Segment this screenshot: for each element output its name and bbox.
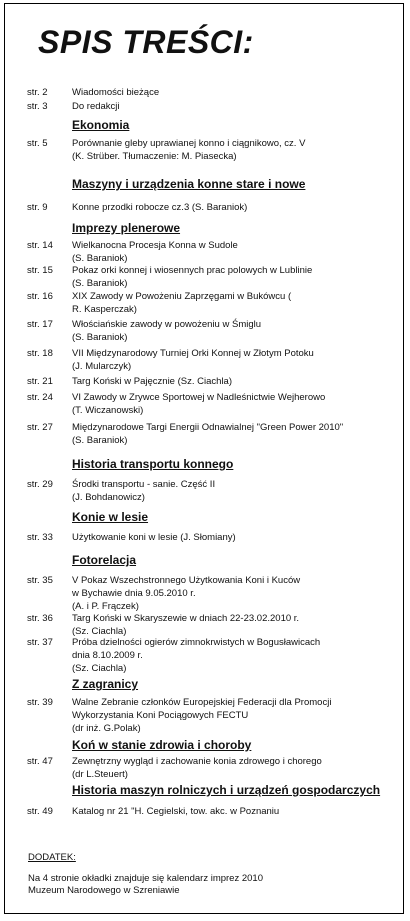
entry-title: Porównanie gleby uprawianej konno i ciągnikowo, cz. V bbox=[72, 138, 306, 149]
page-number: str. 36 bbox=[27, 613, 53, 624]
section-heading-historia-maszyn: Historia maszyn rolniczych i urządzeń gospodarczych bbox=[72, 783, 381, 797]
entry-title: Próba dzielności ogierów zimnokrwistych w Bogusławicach bbox=[72, 637, 321, 648]
page-number: str. 9 bbox=[27, 202, 48, 213]
entry-detail: (S. Baraniok) bbox=[72, 435, 128, 446]
section-heading-historia-transportu: Historia transportu konnego bbox=[72, 457, 234, 471]
page-number: str. 16 bbox=[27, 291, 53, 302]
entry-detail: (T. Wiczanowski) bbox=[72, 405, 144, 416]
page-number: str. 33 bbox=[27, 532, 53, 543]
entry-title: Targ Koński w Pajęcznie (Sz. Ciachla) bbox=[72, 376, 232, 387]
page-number: str. 35 bbox=[27, 575, 53, 586]
entry-title: Walne Zebranie członków Europejskiej Federacji dla Promocji bbox=[72, 697, 332, 708]
entry-detail: (Sz. Ciachla) bbox=[72, 626, 127, 637]
page-number: str. 18 bbox=[27, 348, 53, 359]
entry-detail: (dr L.Steuert) bbox=[72, 769, 128, 780]
page-number: str. 15 bbox=[27, 265, 53, 276]
page-number: str. 49 bbox=[27, 806, 53, 817]
entry-detail: (Sz. Ciachla) bbox=[72, 663, 127, 674]
entry-detail: (J. Bohdanowicz) bbox=[72, 492, 145, 503]
section-heading-kon-zdrowie: Koń w stanie zdrowia i choroby bbox=[72, 738, 252, 752]
page-number: str. 47 bbox=[27, 756, 53, 767]
page-number: str. 37 bbox=[27, 637, 53, 648]
section-heading-z-zagranicy: Z zagranicy bbox=[72, 677, 139, 691]
page-number: str. 14 bbox=[27, 240, 53, 251]
entry-title: Wielkanocna Procesja Konna w Sudole bbox=[72, 240, 238, 251]
entry-detail: (S. Baraniok) bbox=[72, 332, 128, 343]
entry-detail: Wykorzystania Koni Pociągowych FECTU bbox=[72, 710, 249, 721]
entry-detail: (S. Baraniok) bbox=[72, 278, 128, 289]
page-number: str. 21 bbox=[27, 376, 53, 387]
appendix-line-1: Na 4 stronie okładki znajduje się kalendarz imprez 2010 bbox=[28, 873, 263, 884]
entry-title: Katalog nr 21 "H. Cegielski, tow. akc. w Poznaniu bbox=[72, 806, 280, 817]
entry-detail: R. Kasperczak) bbox=[72, 304, 137, 315]
section-heading-fotorelacja: Fotorelacja bbox=[72, 553, 137, 567]
section-heading-imprezy: Imprezy plenerowe bbox=[72, 221, 181, 235]
entry-title: VI Zawody w Zrywce Sportowej w Nadleśnictwie Wejherowo bbox=[72, 392, 326, 403]
entry-detail: (A. i P. Frączek) bbox=[72, 601, 139, 612]
entry-title: Włościańskie zawody w powożeniu w Śmiglu bbox=[72, 319, 262, 330]
page-number: str. 3 bbox=[27, 101, 48, 112]
appendix-label: DODATEK: bbox=[28, 852, 76, 863]
entry-title: XIX Zawody w Powożeniu Zaprzęgami w Bukówcu ( bbox=[72, 291, 292, 302]
entry-title: Konne przodki robocze cz.3 (S. Baraniok) bbox=[72, 202, 248, 213]
entry-title: V Pokaz Wszechstronnego Użytkowania Koni i Kuców bbox=[72, 575, 301, 586]
page-number: str. 29 bbox=[27, 479, 53, 490]
entry-title: Środki transportu - sanie. Część II bbox=[72, 479, 216, 490]
entry-detail: (S. Baraniok) bbox=[72, 253, 128, 264]
entry-detail: (dr inż. G.Polak) bbox=[72, 723, 141, 734]
entry-title: Wiadomości bieżące bbox=[72, 87, 160, 98]
page-number: str. 24 bbox=[27, 392, 53, 403]
section-heading-konie-w-lesie: Konie w lesie bbox=[72, 510, 149, 524]
entry-title: Do redakcji bbox=[72, 101, 120, 112]
entry-title: Pokaz orki konnej i wiosennych prac polowych w Lublinie bbox=[72, 265, 313, 276]
entry-title: Użytkowanie koni w lesie (J. Słomiany) bbox=[72, 532, 236, 543]
section-heading-maszyny: Maszyny i urządzenia konne stare i nowe bbox=[72, 177, 306, 191]
page-number: str. 39 bbox=[27, 697, 53, 708]
page-number: str. 5 bbox=[27, 138, 48, 149]
page-number: str. 17 bbox=[27, 319, 53, 330]
entry-title: Międzynarodowe Targi Energii Odnawialnej "Green Power 2010" bbox=[72, 422, 344, 433]
entry-title: Targ Koński w Skaryszewie w dniach 22-23.02.2010 r. bbox=[72, 613, 300, 624]
page-number: str. 27 bbox=[27, 422, 53, 433]
entry-detail: w Bychawie dnia 9.05.2010 r. bbox=[72, 588, 196, 599]
page-number: str. 2 bbox=[27, 87, 48, 98]
entry-detail: (K. Strüber. Tłumaczenie: M. Piasecka) bbox=[72, 151, 237, 162]
entry-title: Zewnętrzny wygląd i zachowanie konia zdrowego i chorego bbox=[72, 756, 322, 767]
entry-title: VII Międzynarodowy Turniej Orki Konnej w Złotym Potoku bbox=[72, 348, 314, 359]
entry-detail: (J. Mularczyk) bbox=[72, 361, 132, 372]
section-heading-ekonomia: Ekonomia bbox=[72, 118, 130, 132]
page-title: SPIS TREŚCI: bbox=[38, 24, 254, 60]
entry-detail: dnia 8.10.2009 r. bbox=[72, 650, 143, 661]
appendix-line-2: Muzeum Narodowego w Szreniawie bbox=[28, 885, 180, 896]
